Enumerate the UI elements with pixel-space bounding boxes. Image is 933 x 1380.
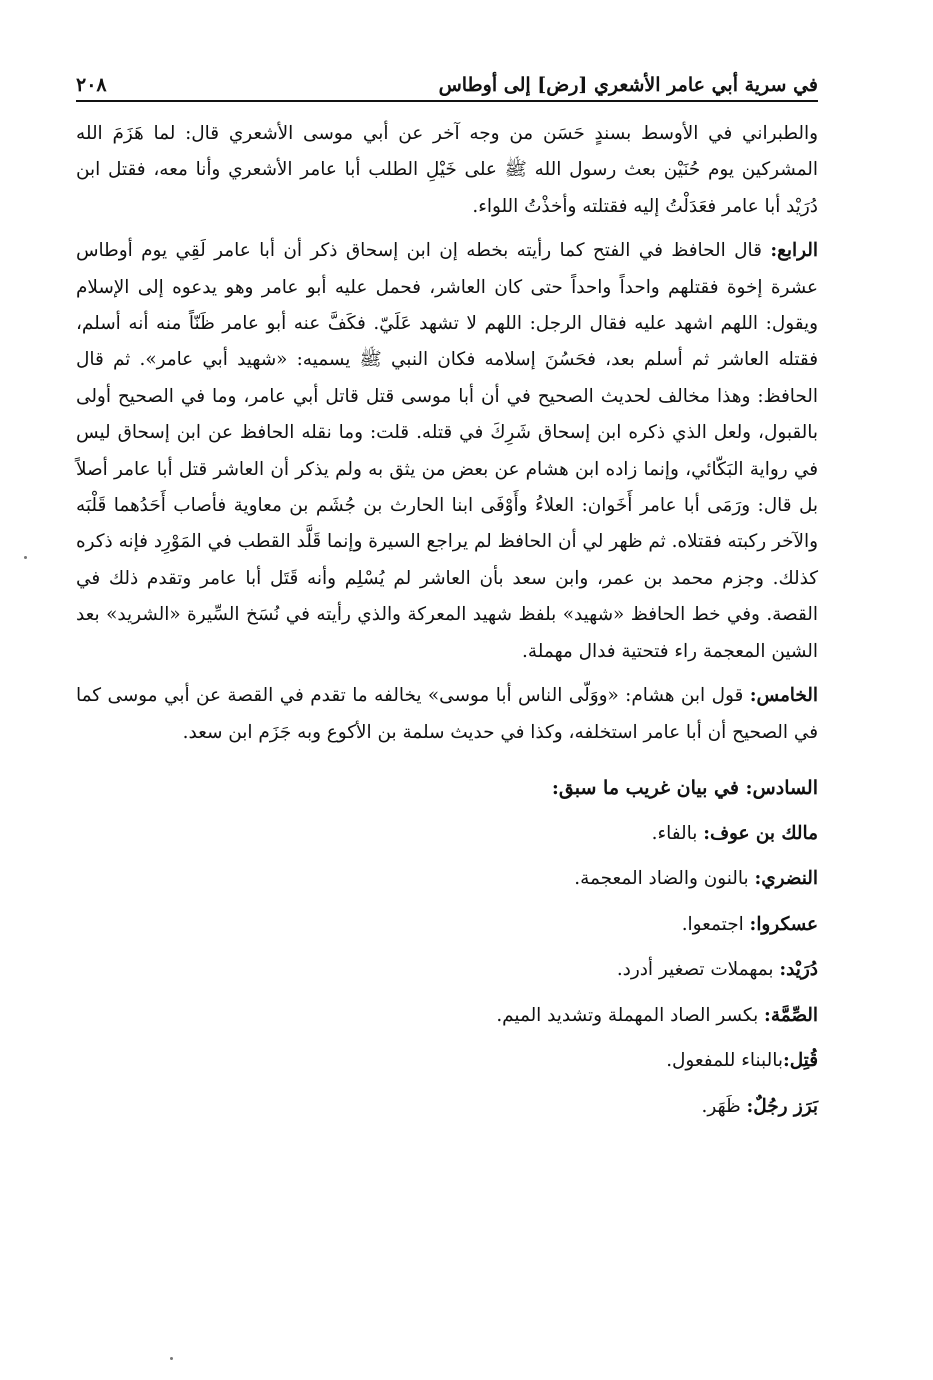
paragraph-lead: الرابع: <box>770 240 818 262</box>
glossary-definition: بكسر الصاد المهملة وتشديد الميم. <box>496 1004 765 1026</box>
glossary-term: عسكروا: <box>749 913 818 935</box>
running-title: في سرية أبي عامر الأشعري [رض] إلى أوطاس <box>438 74 818 96</box>
paragraph <box>76 678 818 751</box>
glossary-item <box>76 1084 818 1130</box>
body-text <box>76 116 818 751</box>
glossary-item <box>76 947 818 993</box>
glossary-definition: بمهملات تصغير أدرد. <box>616 959 780 981</box>
glossary-item <box>76 856 818 902</box>
scan-speck <box>170 1357 173 1360</box>
glossary-term: بَرَز رجُلٌ: <box>746 1095 818 1117</box>
glossary-term: مالك بن عوف: <box>703 822 818 844</box>
glossary-term: دُرَيْد: <box>779 959 818 981</box>
scan-speck <box>24 556 27 559</box>
paragraph-text: قول ابن هشام: «ووَلّى الناس أبا موسى» يخالفه ما تقدم في القصة عن أبي موسى كما في الصحيح أن أبا عامر استخلفه، وكذا في حديث سلمة بن الأكوع وبه جَزَم ابن سعد. <box>76 685 818 743</box>
glossary-item <box>76 1038 818 1084</box>
paragraph-text: قال الحافظ في الفتح كما رأيته بخطه إن ابن إسحاق ذكر أن أبا عامر لَقِي يوم أوطاس عشرة إخوة فقتلهم واحداً واحداً حتى كان العاشر، فحمل عليه أبو عامر وهو يدعوه إلى الإسلام ويقول: اللهم اشهد عليه فقال الرجل: اللهم لا تشهد عَلَيّ. فكَفَّ عنه أبو عامر ظَنّاً منه أنه أسلم، فقتله العاشر ثم أسلم بعد، فحَسُنَ إسلامه فكان النبي ﷺ يسميه: «شهيد أبي عامر». ثم قال الحافظ: وهذا مخالف لحديث الصحيح في أن أبا موسى قتل قاتل أبي عامر، وما في الصحيح أولى بالقبول، ولعل الذي ذكره ابن إسحاق شَرِكَ في قتله. قلت: وما نقله الحافظ عن ابن إسحاق ليس في رواية البَكّائي، وإنما زاده ابن هشام عن بعض من يثق به ولم يذكر أن العاشر قتل أبا عامر أصلاً بل قال: ورَمَى أبا عامر أَخَوان: العلاءُ وأَوْفَى ابنا الحارث بن جُشَم بن معاوية فأصاب أَحَدُهما قَلْبَه والآخر ركبته فقتلاه. ثم ظهر لي أن الحافظ لم يراجع السيرة وإنما قَلَّد القطب في المَوْرِد فإنه ذكره كذلك. وجزم محمد بن عمر، وابن سعد بأن العاشر لم يُسْلِم وأنه قَتَل أبا عامر وتقدم ذلك في القصة. وفي خط الحافظ «شهيد» بلفظ شهيد المعركة والذي رأيته في نُسَخ السِّيرة «الشريد» بعد الشين المعجمة راء فتحتية فدال مهملة. <box>76 240 818 662</box>
glossary-definition: بالبناء للمفعول. <box>666 1050 783 1072</box>
glossary-section <box>76 765 818 1130</box>
glossary-term: النضري: <box>754 868 818 890</box>
book-page <box>76 62 818 1362</box>
paragraph <box>76 116 818 225</box>
glossary-item <box>76 811 818 857</box>
glossary-item <box>76 993 818 1039</box>
paragraph-lead: الخامس: <box>749 685 818 707</box>
glossary-term: الصِّمَّة: <box>764 1004 818 1026</box>
paragraph <box>76 233 818 670</box>
glossary-heading: السادس: في بيان غريب ما سبق: <box>551 776 818 799</box>
glossary-definition: بالفاء. <box>651 822 704 844</box>
glossary-definition: اجتمعوا. <box>681 913 750 935</box>
glossary-item <box>76 902 818 948</box>
page-number: ٢٠٨ <box>76 74 107 96</box>
running-header <box>76 62 818 102</box>
glossary-term: قُتِل: <box>782 1050 818 1072</box>
glossary-definition: ظَهَر. <box>701 1095 747 1117</box>
glossary-definition: بالنون والضاد المعجمة. <box>574 868 755 890</box>
paragraph-text: والطبراني في الأوسط بسندٍ حَسَن من وجه آخر عن أبي موسى الأشعري قال: لما هَزَمَ الله المشركين يوم حُنَيْن بعث رسول الله ﷺ على خَيْلِ الطلب أبا عامر الأشعري وأنا معه، فقتل ابن دُرَيْد أبا عامر فعَدَلْتُ إليه فقتلته وأخذْتُ اللواء. <box>76 123 818 217</box>
